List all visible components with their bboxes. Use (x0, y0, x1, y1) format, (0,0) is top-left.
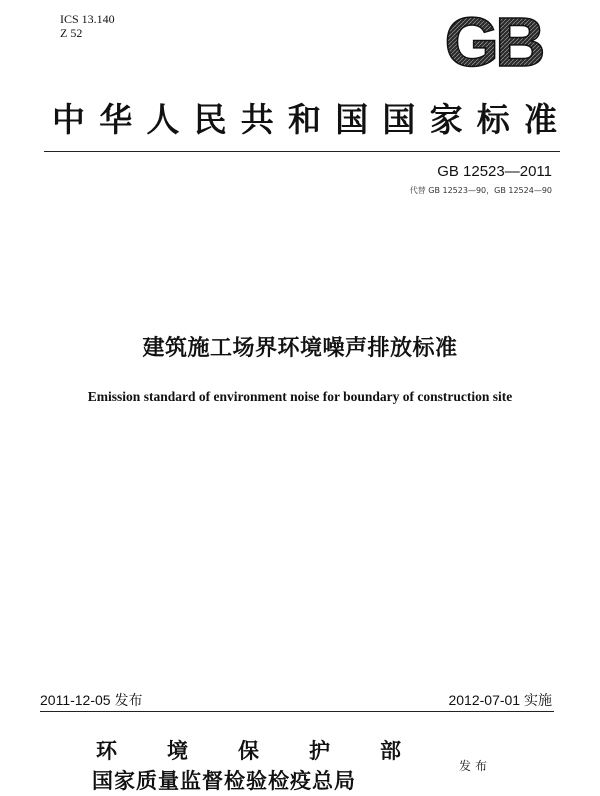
publish-label: 发布 (459, 759, 492, 773)
gb-logo (432, 9, 554, 73)
replaces-note: 代替 GB 12523—90，GB 12524—90 (409, 186, 552, 195)
standard-number: GB 12523—2011 (437, 163, 552, 180)
document-title-english: Emission standard of environment noise for boundary of construction site (87, 389, 513, 404)
ics-code: ICS 13.140 (60, 12, 115, 26)
national-standard-title: 中华人民共和国国家标准 (52, 100, 572, 139)
issue-date: 2011-12-05 发布 (40, 692, 143, 708)
implementation-date: 2012-07-01 实施 (448, 692, 552, 708)
header-divider (44, 151, 560, 152)
document-title-chinese: 建筑施工场界环境噪声排放标准 (142, 336, 458, 361)
issuer-ministry: 环境保护部 (96, 738, 451, 763)
gb-logo-text: GB (444, 9, 542, 73)
issuer-administration: 国家质量监督检验检疫总局 (92, 768, 356, 793)
classification-codes (60, 12, 115, 40)
footer-divider (40, 711, 554, 712)
classification-code: Z 52 (60, 26, 83, 40)
